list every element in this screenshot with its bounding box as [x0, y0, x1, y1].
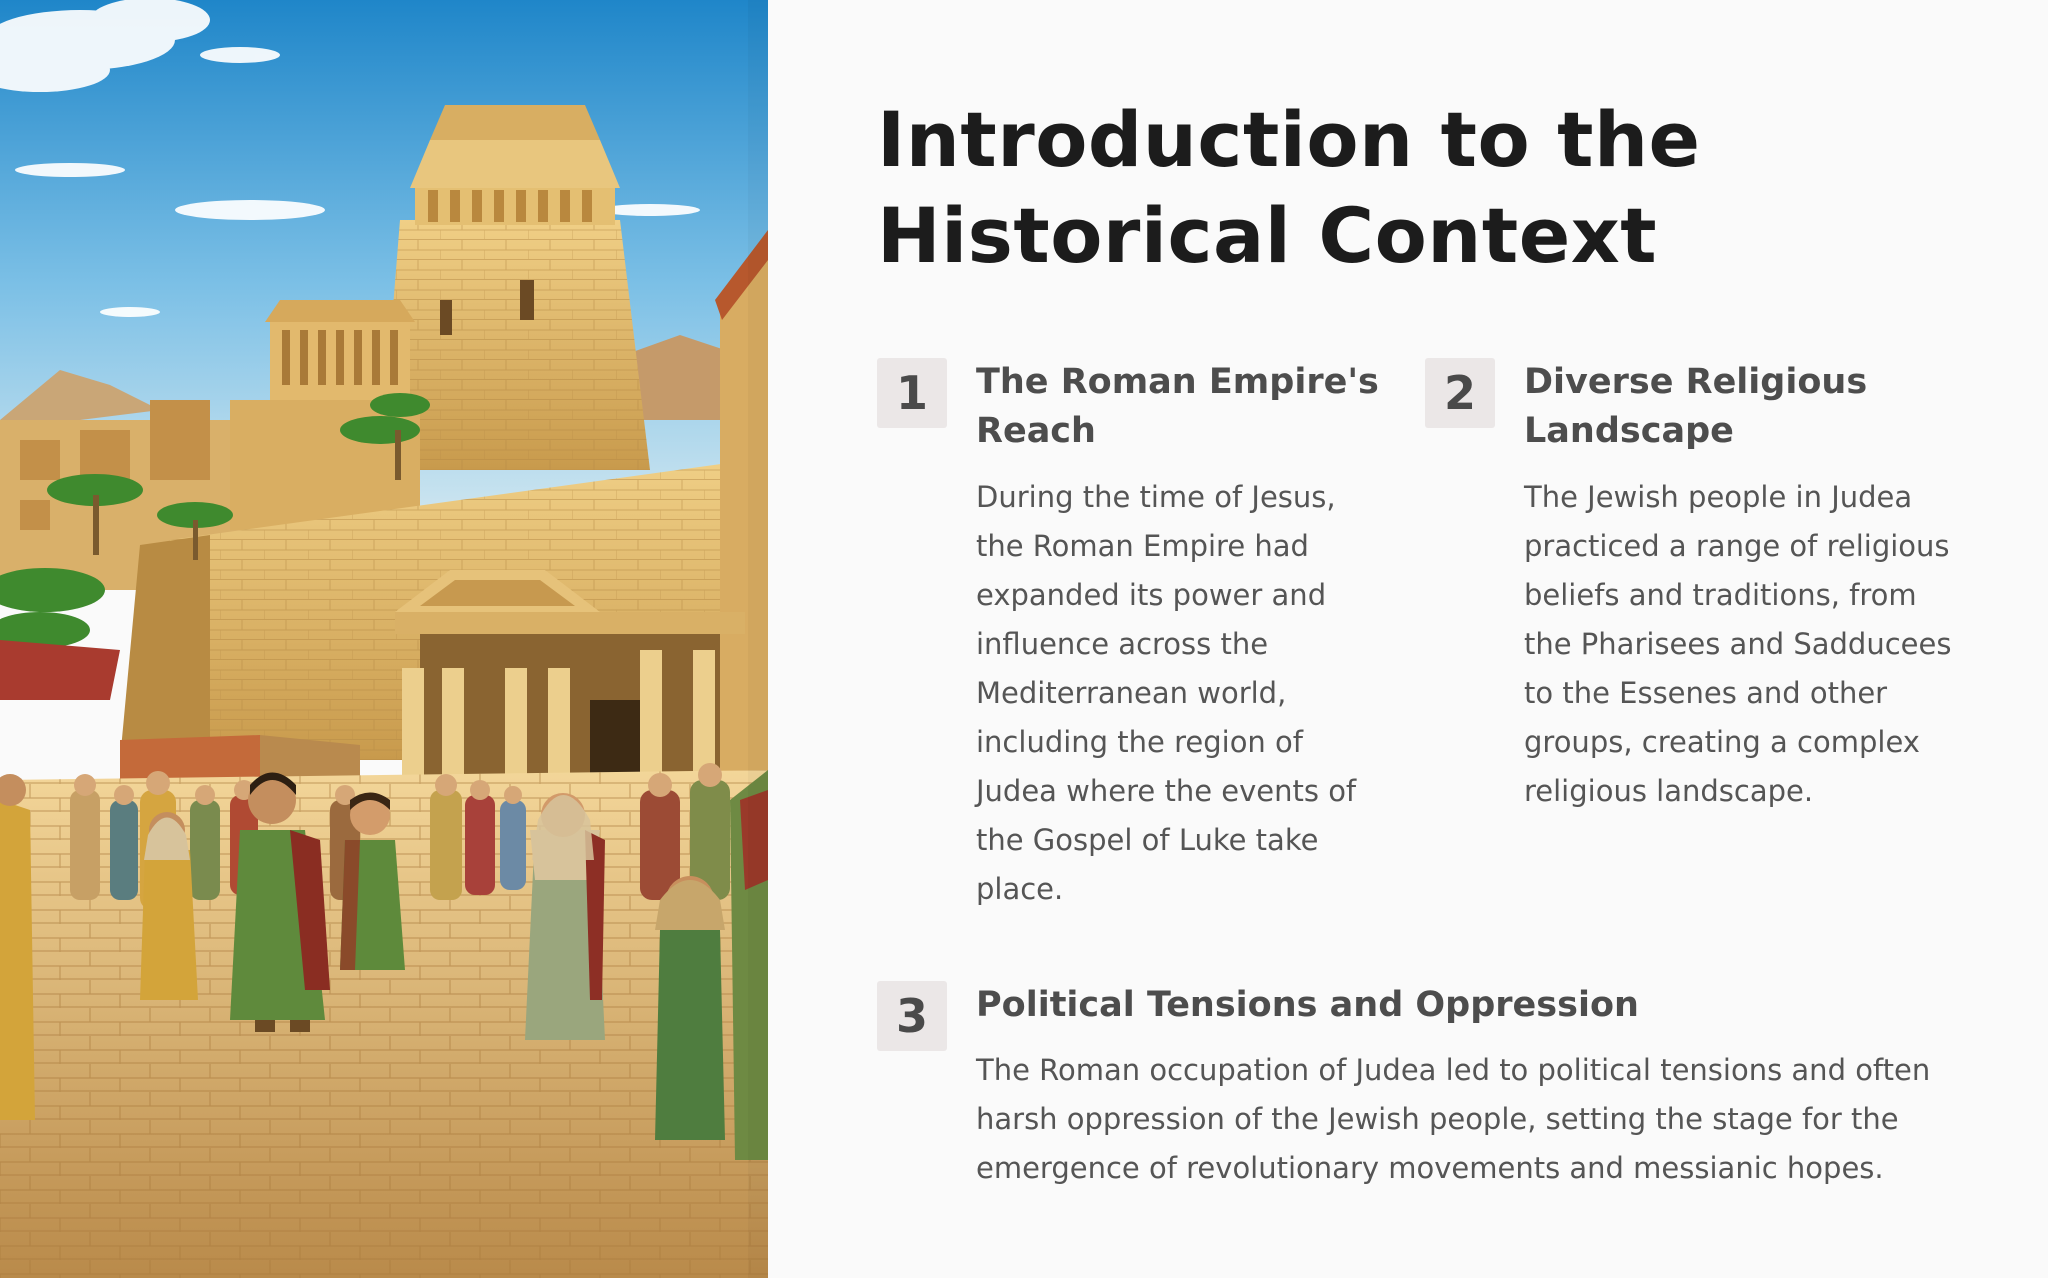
- item-description: During the time of Jesus, the Roman Empire had expanded its power and influence across the Mediterranean world, including the region of Judea where the events of the Gospel of Luke take place.: [976, 480, 1357, 906]
- hero-illustration: [0, 0, 768, 1278]
- content-panel: [768, 0, 2048, 1278]
- item-description: The Jewish people in Judea practiced a range of religious beliefs and traditions, from the Pharisees and Sadducees to the Essenes and other groups, creating a complex religious landscape.: [1524, 480, 1952, 808]
- item-number-badge: 1: [877, 358, 947, 428]
- item-description: The Roman occupation of Judea led to political tensions and often harsh oppression of the Jewish people, setting the stage for the emergence of revolutionary movements and messianic hopes.: [976, 1053, 1931, 1185]
- item-heading: Diverse Religious Landscape: [1524, 362, 1868, 451]
- page-title: Introduction to the Historical Context: [877, 95, 1701, 280]
- item-heading: Political Tensions and Oppression: [976, 985, 1639, 1025]
- item-heading: The Roman Empire's Reach: [976, 362, 1379, 451]
- item-number-badge: 2: [1425, 358, 1495, 428]
- item-number-badge: 3: [877, 981, 947, 1051]
